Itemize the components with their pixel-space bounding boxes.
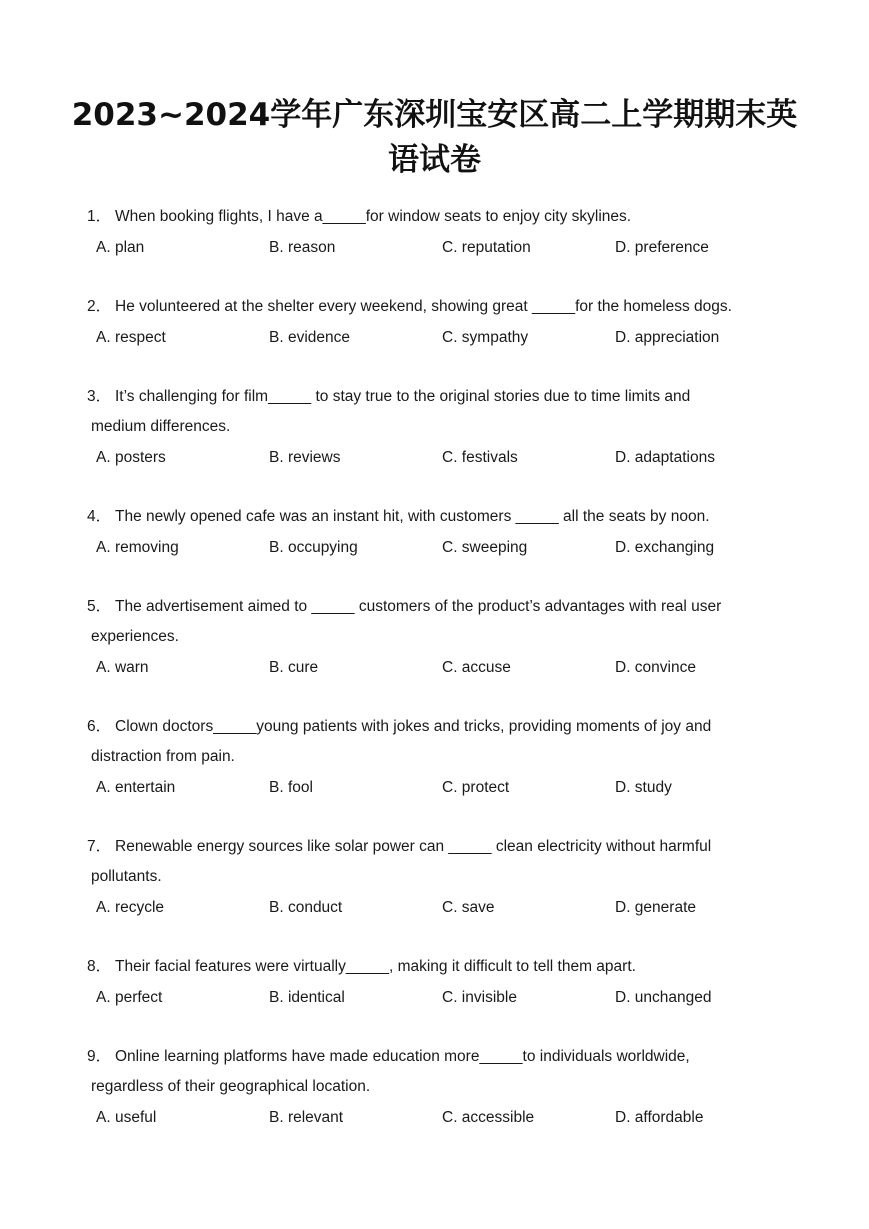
question-9-text: Online learning platforms have made education more_____to individuals worldwide, bbox=[115, 1048, 690, 1065]
question-7-option-d[interactable]: D. generate bbox=[615, 899, 696, 916]
question-3-stem bbox=[87, 386, 690, 408]
question-7-option-a[interactable]: A. recycle bbox=[96, 899, 165, 916]
question-5-stem bbox=[87, 596, 721, 618]
question-5-option-c[interactable]: C. accuse bbox=[442, 659, 511, 676]
question-3-option-a[interactable]: A. posters bbox=[96, 449, 166, 466]
question-3-text-continued: medium differences. bbox=[91, 418, 231, 435]
question-6-number: 6． bbox=[87, 718, 112, 735]
exam-title-line-2: 语试卷 bbox=[388, 142, 481, 178]
question-2-number: 2． bbox=[87, 298, 112, 315]
question-5-number: 5． bbox=[87, 598, 112, 615]
question-3-option-c[interactable]: C. festivals bbox=[442, 449, 518, 466]
question-5-text-continued: experiences. bbox=[91, 628, 179, 645]
question-5-option-a[interactable]: A. warn bbox=[96, 659, 149, 676]
question-5-option-b[interactable]: B. cure bbox=[269, 659, 319, 676]
question-4-option-a[interactable]: A. removing bbox=[96, 539, 179, 556]
question-9-option-a[interactable]: A. useful bbox=[96, 1109, 157, 1126]
question-6-option-a[interactable]: A. entertain bbox=[96, 779, 176, 796]
question-5-text: The advertisement aimed to _____ customers of the product’s advantages with real user bbox=[115, 598, 722, 615]
question-8-option-d[interactable]: D. unchanged bbox=[615, 989, 712, 1006]
question-6-text-continued: distraction from pain. bbox=[91, 748, 235, 765]
question-6-option-d[interactable]: D. study bbox=[615, 779, 672, 796]
question-9-option-b[interactable]: B. relevant bbox=[269, 1109, 344, 1126]
question-6-option-c[interactable]: C. protect bbox=[442, 779, 510, 796]
question-5-option-d[interactable]: D. convince bbox=[615, 659, 696, 676]
question-8-stem bbox=[87, 956, 636, 978]
question-2-option-a[interactable]: A. respect bbox=[96, 329, 166, 346]
question-6-stem bbox=[87, 716, 711, 738]
question-1-option-a[interactable]: A. plan bbox=[96, 239, 145, 256]
question-2-option-d[interactable]: D. appreciation bbox=[615, 329, 720, 346]
question-7-text-continued: pollutants. bbox=[91, 868, 162, 885]
question-1-option-b[interactable]: B. reason bbox=[269, 239, 336, 256]
question-3-text: It’s challenging for film_____ to stay true to the original stories due to time limits and bbox=[115, 388, 691, 405]
question-6-option-b[interactable]: B. fool bbox=[269, 779, 313, 796]
question-8-option-a[interactable]: A. perfect bbox=[96, 989, 163, 1006]
question-7-text: Renewable energy sources like solar power can _____ clean electricity without harmful bbox=[115, 838, 712, 855]
question-4-option-b[interactable]: B. occupying bbox=[269, 539, 358, 556]
question-7-option-b[interactable]: B. conduct bbox=[269, 899, 343, 916]
question-2-stem bbox=[87, 296, 732, 318]
question-4-stem bbox=[87, 506, 710, 528]
question-9-option-d[interactable]: D. affordable bbox=[615, 1109, 704, 1126]
question-9-stem bbox=[87, 1046, 690, 1068]
question-3-number: 3． bbox=[87, 388, 112, 405]
question-9-option-c[interactable]: C. accessible bbox=[442, 1109, 535, 1126]
question-3-option-d[interactable]: D. adaptations bbox=[615, 449, 715, 466]
question-8-number: 8． bbox=[87, 958, 112, 975]
question-8-text: Their facial features were virtually_____, making it difficult to tell them apart. bbox=[115, 958, 636, 975]
question-2-text: He volunteered at the shelter every weekend, showing great _____for the homeless dogs. bbox=[115, 298, 732, 315]
question-9-number: 9． bbox=[87, 1048, 112, 1065]
question-1-number: 1． bbox=[87, 208, 112, 225]
question-4-option-d[interactable]: D. exchanging bbox=[615, 539, 715, 556]
question-6-text: Clown doctors_____young patients with jokes and tricks, providing moments of joy and bbox=[115, 718, 712, 735]
question-4-option-c[interactable]: C. sweeping bbox=[442, 539, 528, 556]
question-2-option-c[interactable]: C. sympathy bbox=[442, 329, 529, 346]
exam-title-line-1: 2023~2024学年广东深圳宝安区高二上学期期末英 bbox=[71, 97, 798, 133]
question-4-text: The newly opened cafe was an instant hit, with customers _____ all the seats by noon. bbox=[115, 508, 710, 525]
question-3-option-b[interactable]: B. reviews bbox=[269, 449, 341, 466]
question-8-option-c[interactable]: C. invisible bbox=[442, 989, 517, 1006]
question-1-option-c[interactable]: C. reputation bbox=[442, 239, 531, 256]
question-9-text-continued: regardless of their geographical location. bbox=[91, 1078, 371, 1095]
question-7-option-c[interactable]: C. save bbox=[442, 899, 495, 916]
question-7-number: 7． bbox=[87, 838, 112, 855]
question-1-stem bbox=[87, 206, 631, 228]
question-8-option-b[interactable]: B. identical bbox=[269, 989, 345, 1006]
question-2-option-b[interactable]: B. evidence bbox=[269, 329, 350, 346]
question-1-option-d[interactable]: D. preference bbox=[615, 239, 709, 256]
question-1-text: When booking flights, I have a_____for window seats to enjoy city skylines. bbox=[115, 208, 632, 225]
question-4-number: 4． bbox=[87, 508, 112, 525]
question-7-stem bbox=[87, 836, 711, 858]
